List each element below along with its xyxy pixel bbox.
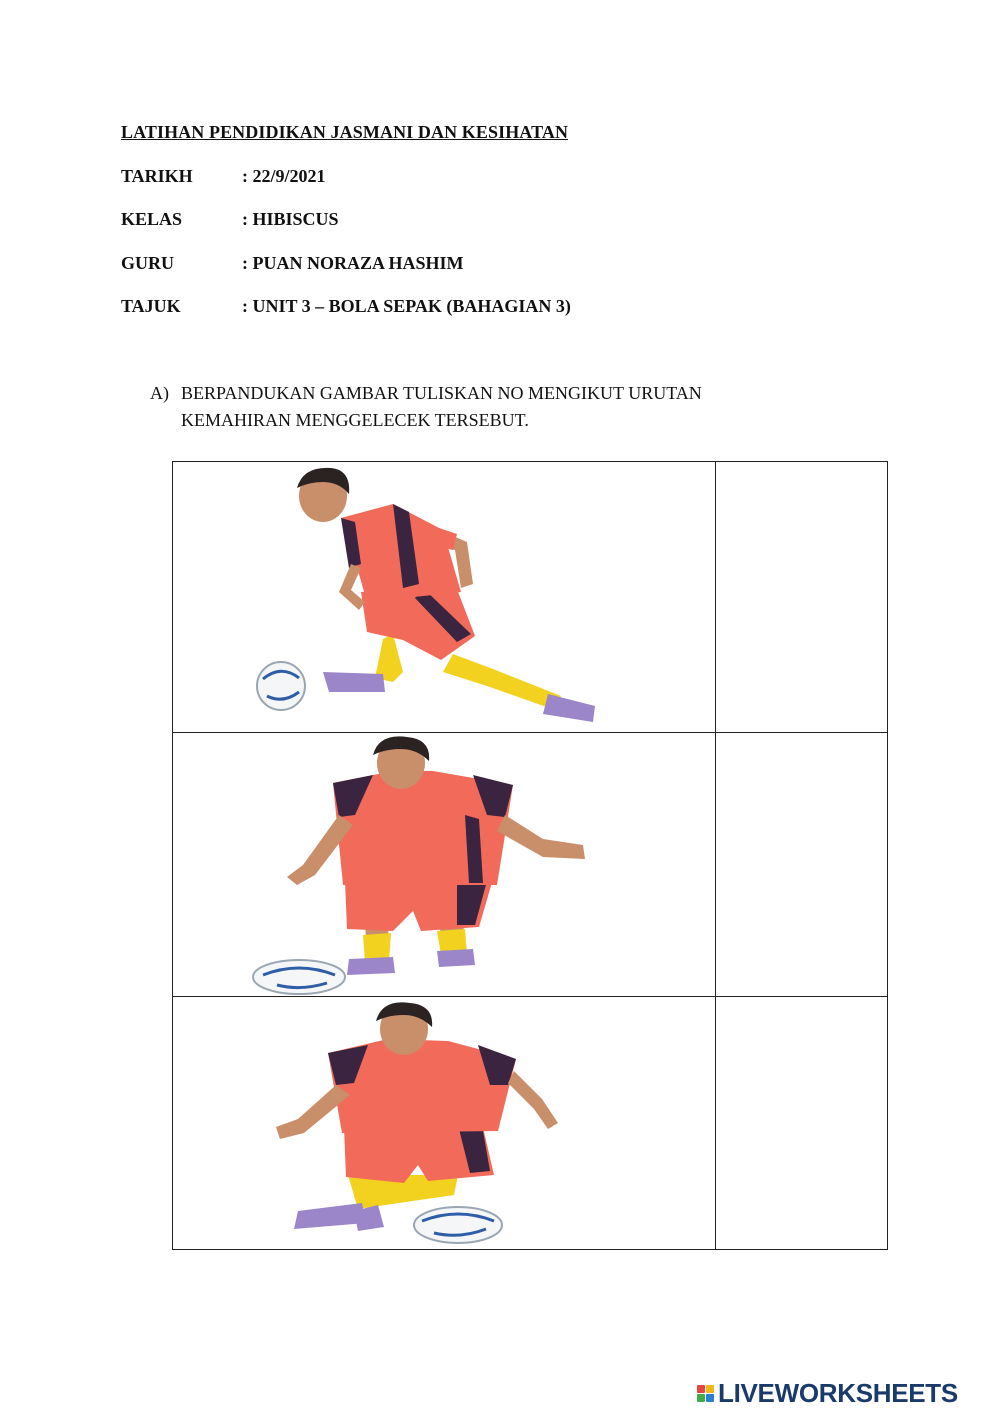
sequence-table bbox=[172, 461, 888, 1250]
liveworksheets-logo bbox=[697, 1378, 958, 1409]
table-row bbox=[173, 462, 888, 733]
meta-row-tajuk bbox=[121, 296, 571, 317]
liveworksheets-mark-icon bbox=[697, 1385, 714, 1402]
meta-label: TARIKH bbox=[121, 166, 193, 186]
meta-value: : PUAN NORAZA HASHIM bbox=[242, 253, 464, 273]
question-number: A) bbox=[150, 383, 169, 403]
footballer-dribbling-crouched-icon bbox=[243, 735, 623, 995]
question-text-line1: BERPANDUKAN GAMBAR TULISKAN NO MENGIKUT URUTAN bbox=[181, 383, 702, 403]
answer-cell[interactable] bbox=[716, 733, 888, 997]
meta-label: KELAS bbox=[121, 209, 183, 229]
question-a bbox=[150, 380, 702, 434]
meta-value: : 22/9/2021 bbox=[242, 166, 326, 186]
answer-cell[interactable] bbox=[716, 997, 888, 1250]
image-cell bbox=[173, 462, 716, 733]
logo-text: LIVEWORKSHEETS bbox=[718, 1378, 958, 1408]
table-row bbox=[173, 997, 888, 1250]
question-text-line2: KEMAHIRAN MENGGELECEK TERSEBUT. bbox=[181, 410, 529, 430]
meta-label: GURU bbox=[121, 253, 174, 273]
meta-value: : HIBISCUS bbox=[242, 209, 339, 229]
meta-value: : UNIT 3 – BOLA SEPAK (BAHAGIAN 3) bbox=[242, 296, 571, 316]
worksheet-title: LATIHAN PENDIDIKAN JASMANI DAN KESIHATAN bbox=[121, 122, 569, 142]
image-cell bbox=[173, 997, 716, 1250]
meta-row-tarikh bbox=[121, 166, 326, 187]
image-cell bbox=[173, 733, 716, 997]
footballer-dribbling-crossing-icon bbox=[258, 999, 618, 1249]
table-row bbox=[173, 733, 888, 997]
meta-row-guru bbox=[121, 253, 464, 274]
meta-row-kelas bbox=[121, 209, 339, 230]
answer-cell[interactable] bbox=[716, 462, 888, 733]
meta-label: TAJUK bbox=[121, 296, 181, 316]
footballer-dribbling-running-icon bbox=[243, 464, 603, 732]
